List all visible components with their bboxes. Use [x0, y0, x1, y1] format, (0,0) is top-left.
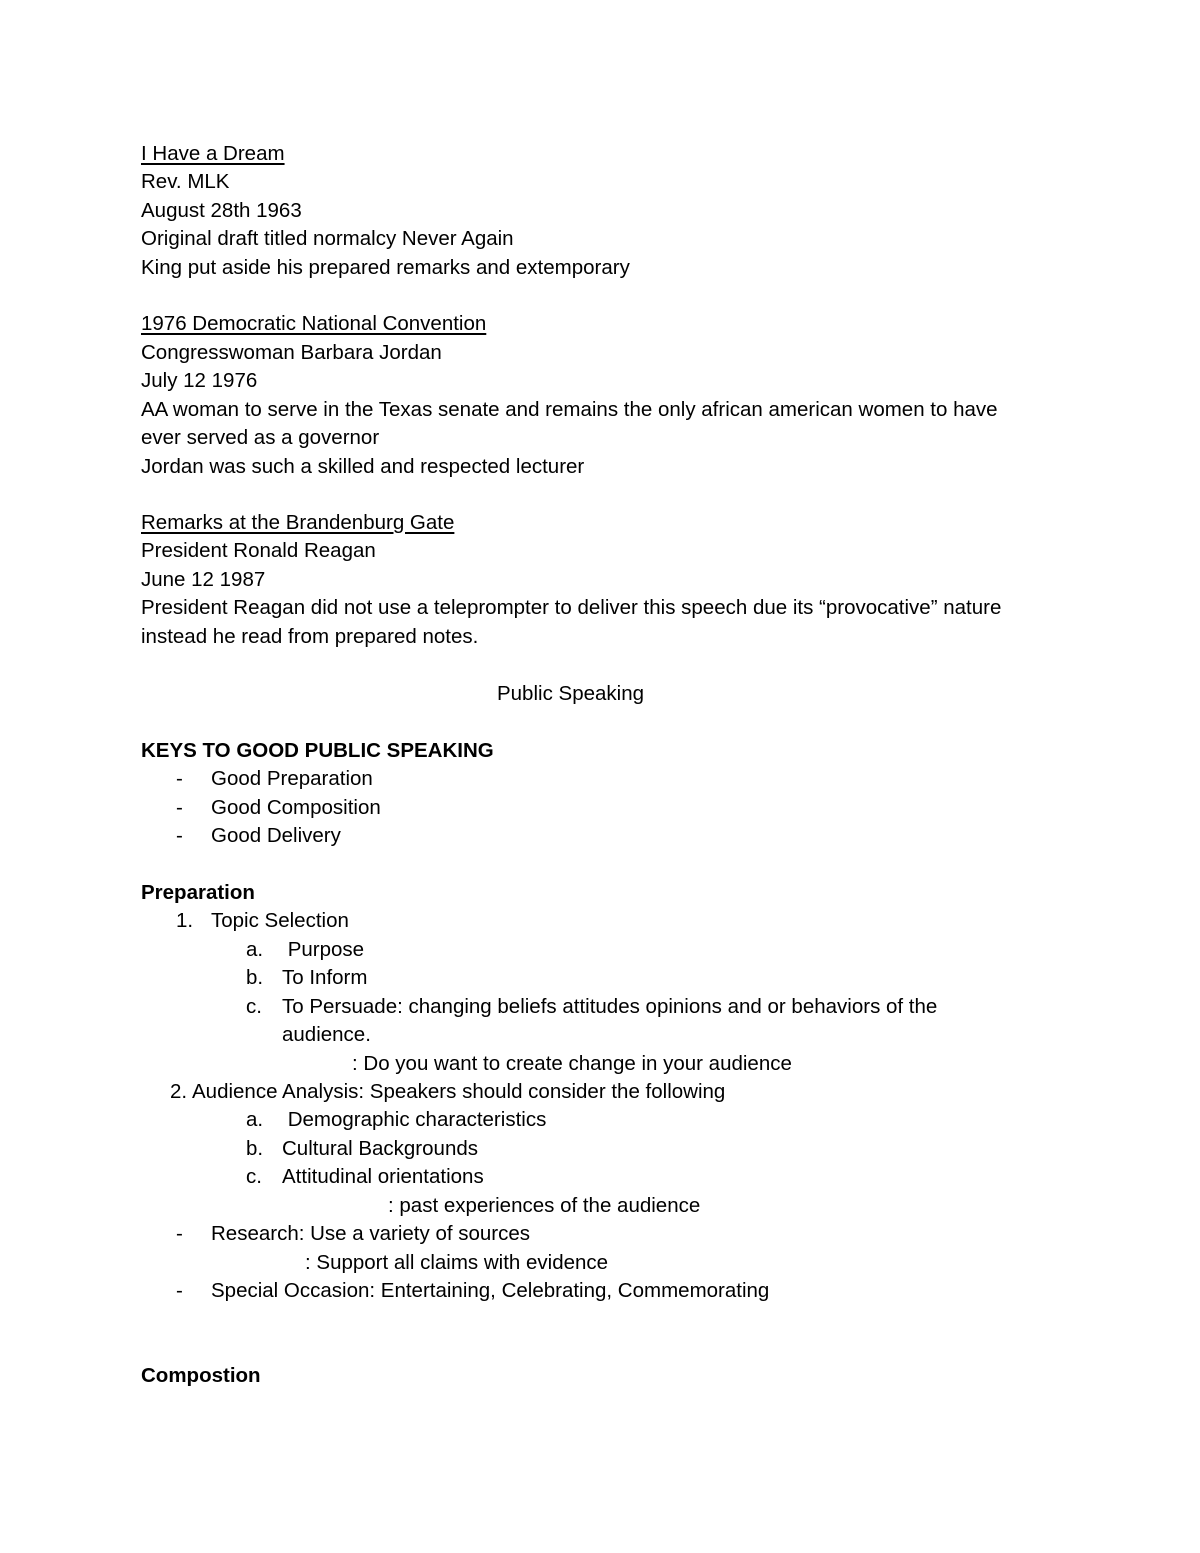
dash-marker: - — [176, 824, 183, 847]
dnc-title: 1976 Democratic National Convention — [141, 312, 487, 335]
list-marker: a. — [246, 1108, 264, 1131]
audience-analysis-label: Audience Analysis: Speakers should consider the following — [192, 1080, 726, 1103]
dream-line: Original draft titled normalcy Never Again — [141, 227, 514, 250]
list-marker: 1. — [176, 909, 194, 932]
dnc-line: ever served as a governor — [141, 426, 380, 449]
dash-marker: - — [176, 767, 183, 790]
audience-item: Attitudinal orientations — [282, 1165, 484, 1188]
dnc-line: AA woman to serve in the Texas senate and remains the only african american women to have — [141, 398, 998, 421]
list-marker: 2. — [170, 1080, 188, 1103]
special-occasion-label: Special Occasion: Entertaining, Celebrating, Commemorating — [211, 1279, 770, 1302]
dnc-line: Congresswoman Barbara Jordan — [141, 341, 442, 364]
topic-item: To Inform — [282, 966, 368, 989]
dash-marker: - — [176, 1222, 183, 1245]
dash-marker: - — [176, 1279, 183, 1302]
keys-heading: KEYS TO GOOD PUBLIC SPEAKING — [141, 739, 494, 762]
brandenburg-title: Remarks at the Brandenburg Gate — [141, 511, 455, 534]
list-marker: b. — [246, 966, 264, 989]
dream-line: Rev. MLK — [141, 170, 230, 193]
audience-note: : past experiences of the audience — [388, 1194, 701, 1217]
composition-heading: Compostion — [141, 1364, 261, 1387]
topic-item: Purpose — [282, 938, 365, 961]
keys-item: Good Preparation — [211, 767, 373, 790]
dnc-line: July 12 1976 — [141, 369, 258, 392]
list-marker: c. — [246, 995, 262, 1018]
keys-item: Good Composition — [211, 796, 381, 819]
dnc-line: Jordan was such a skilled and respected lecturer — [141, 455, 585, 478]
audience-item: Cultural Backgrounds — [282, 1137, 478, 1160]
dream-line: August 28th 1963 — [141, 199, 302, 222]
dream-line: King put aside his prepared remarks and extemporary — [141, 256, 630, 279]
dash-marker: - — [176, 796, 183, 819]
topic-item-continuation: audience. — [282, 1023, 371, 1046]
brandenburg-line: President Ronald Reagan — [141, 539, 376, 562]
keys-item: Good Delivery — [211, 824, 341, 847]
topic-item: To Persuade: changing beliefs attitudes opinions and or behaviors of the — [282, 995, 938, 1018]
topic-selection-label: Topic Selection — [211, 909, 349, 932]
audience-item: Demographic characteristics — [282, 1108, 547, 1131]
list-marker: a. — [246, 938, 264, 961]
brandenburg-line: President Reagan did not use a teleprompter to deliver this speech due its “provocative” nature — [141, 596, 1002, 619]
brandenburg-line: instead he read from prepared notes. — [141, 625, 479, 648]
dream-title: I Have a Dream — [141, 142, 285, 165]
page-title: Public Speaking — [496, 682, 644, 705]
topic-note: : Do you want to create change in your audience — [352, 1052, 792, 1075]
list-marker: b. — [246, 1137, 264, 1160]
research-label: Research: Use a variety of sources — [211, 1222, 531, 1245]
preparation-heading: Preparation — [141, 881, 255, 904]
list-marker: c. — [246, 1165, 262, 1188]
research-note: : Support all claims with evidence — [305, 1251, 609, 1274]
brandenburg-line: June 12 1987 — [141, 568, 266, 591]
